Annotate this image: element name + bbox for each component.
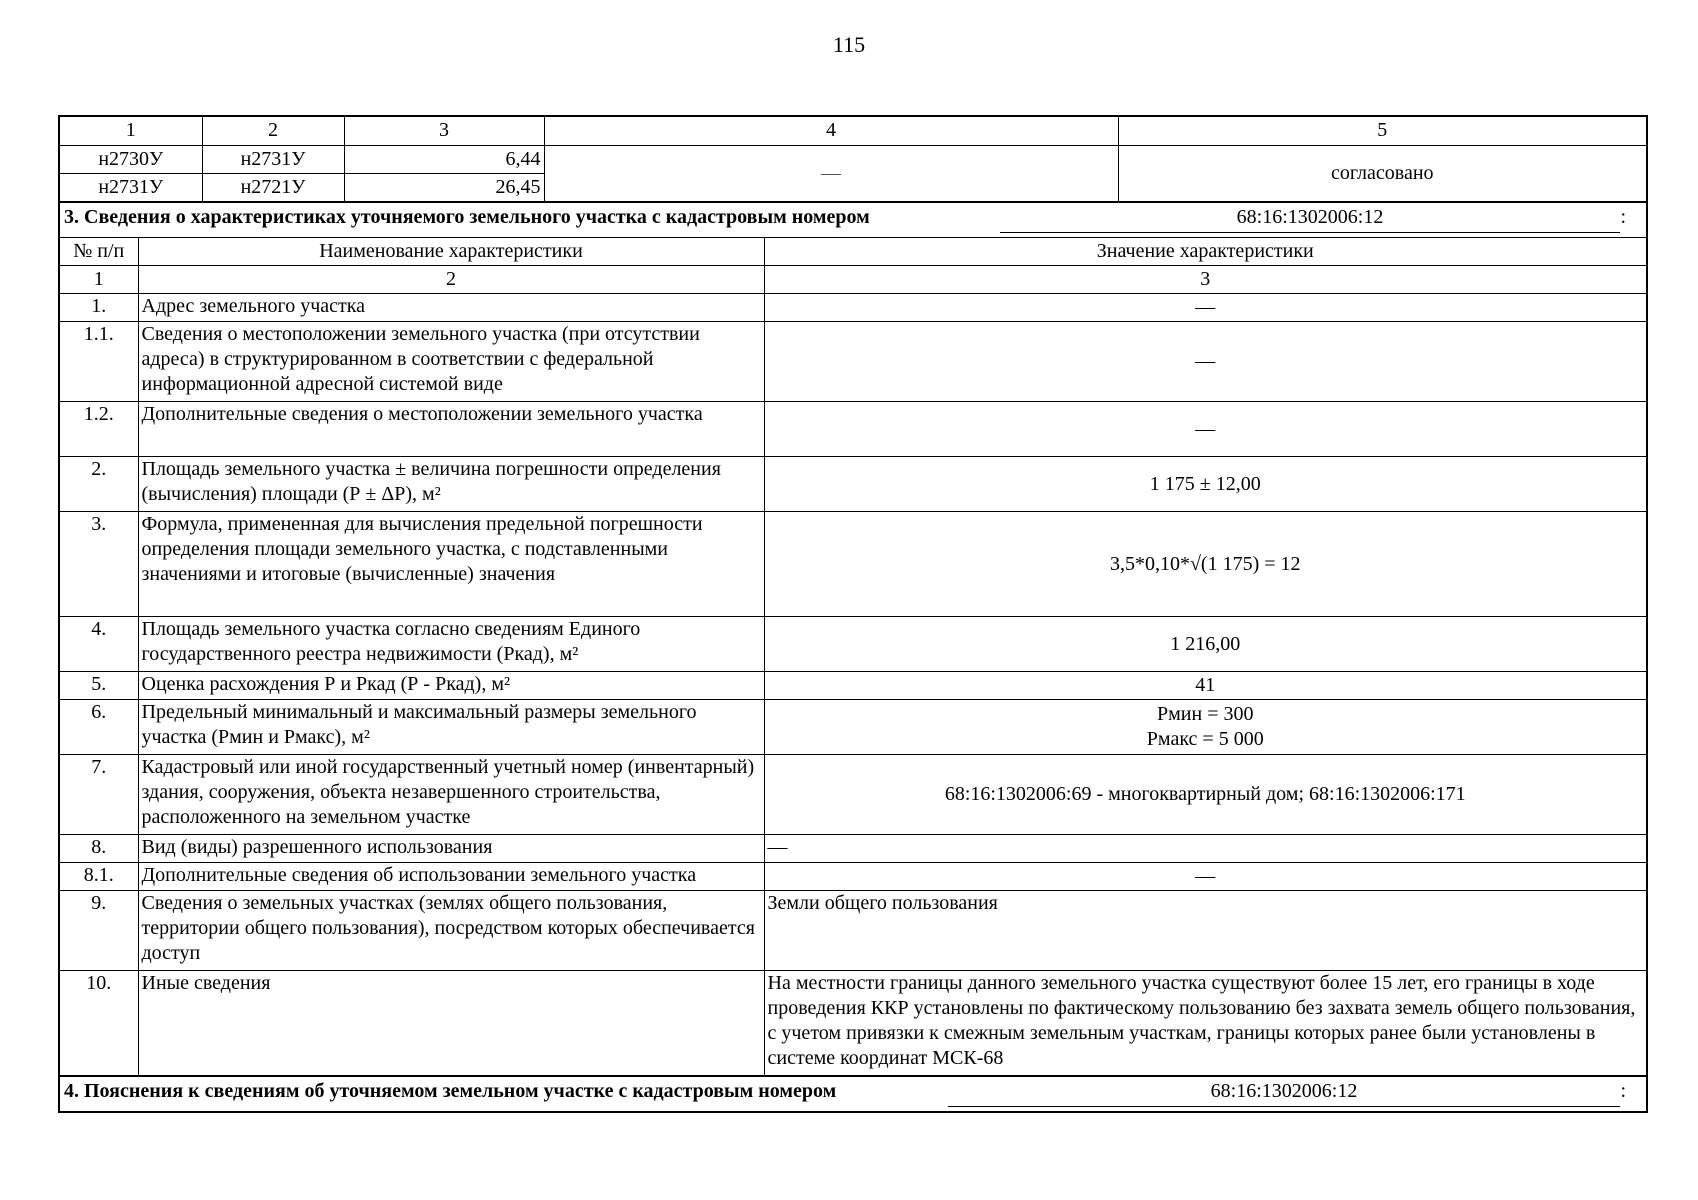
characteristic-name: Дополнительные сведения о местоположении земельного участка [138, 402, 764, 457]
row-number: 8. [60, 835, 138, 863]
characteristic-value: — [764, 835, 1646, 863]
table-row [60, 755, 1646, 835]
row-number: 9. [60, 891, 138, 971]
characteristic-name: Площадь земельного участка согласно сведениям Единого государственного реестра недвижимости (Ркад), м² [138, 617, 764, 672]
agreement-status: согласовано [1118, 145, 1646, 201]
characteristic-value: — [764, 402, 1646, 457]
characteristic-value: 68:16:1302006:69 - многоквартирный дом; 68:16:1302006:171 [764, 755, 1646, 835]
header-cell: Наименование характеристики [138, 238, 764, 266]
header-cell: 2 [202, 117, 344, 145]
section-4-cadastral-number: 68:16:1302006:12 [948, 1080, 1620, 1107]
column-number: 2 [138, 266, 764, 294]
section-4-colon: : [1620, 1080, 1626, 1102]
characteristic-name: Площадь земельного участка ± величина погрешности определения (вычисления) площади (Р ± ΔР), м² [138, 457, 764, 512]
section-3-heading [60, 202, 1646, 238]
characteristic-value: — [764, 322, 1646, 402]
point-to: н2721У [202, 173, 344, 201]
header-cell: 3 [344, 117, 544, 145]
characteristic-name: Оценка расхождения Р и Ркад (Р - Ркад), м² [138, 672, 764, 700]
section-4-title: 4. Пояснения к сведениям об уточняемом земельном участке с кадастровым номером [64, 1080, 837, 1102]
characteristic-name: Дополнительные сведения об использовании земельного участка [138, 863, 764, 891]
characteristic-value: — [764, 863, 1646, 891]
point-to: н2731У [202, 145, 344, 173]
row-number: 5. [60, 672, 138, 700]
table-row [60, 700, 1646, 755]
table-row [60, 835, 1646, 863]
characteristic-value: 41 [764, 672, 1646, 700]
table-row [60, 145, 1646, 173]
characteristic-name: Предельный минимальный и максимальный размеры земельного участка (Рмин и Рмакс), м² [138, 700, 764, 755]
column-number: 3 [764, 266, 1646, 294]
characteristic-name: Вид (виды) разрешенного использования [138, 835, 764, 863]
characteristics-header-row [60, 238, 1646, 266]
row-number: 1. [60, 294, 138, 322]
characteristic-value: 1 175 ± 12,00 [764, 457, 1646, 512]
characteristic-value: На местности границы данного земельного участка существуют более 15 лет, его границы в ходе проведения ККР установлены по фактическому пользованию без захвата земель общего пользования, с учетом привязки к смежным земельным участкам, границы которых ранее были установлены в системе координат МСК-68 [764, 971, 1646, 1076]
characteristic-value: Земли общего пользования [764, 891, 1646, 971]
table-row [60, 322, 1646, 402]
row-number: 10. [60, 971, 138, 1076]
table-row [60, 863, 1646, 891]
table-row [60, 402, 1646, 457]
characteristic-value: — [764, 294, 1646, 322]
row-number: 8.1. [60, 863, 138, 891]
boundary-table [60, 117, 1646, 202]
row-number: 1.1. [60, 322, 138, 402]
row-number: 4. [60, 617, 138, 672]
table-row [60, 617, 1646, 672]
table-row [60, 512, 1646, 617]
characteristics-table [60, 238, 1646, 1077]
header-cell: № п/п [60, 238, 138, 266]
characteristic-name: Формула, примененная для вычисления предельной погрешности определения площади земельного участка, с подставленными значениями и итоговые (вычисленные) значения [138, 512, 764, 617]
characteristic-value [764, 700, 1646, 755]
col4-value: — [544, 145, 1118, 201]
table-row [60, 891, 1646, 971]
row-number: 2. [60, 457, 138, 512]
characteristic-name: Иные сведения [138, 971, 764, 1076]
row-number: 6. [60, 700, 138, 755]
point-from: н2730У [60, 145, 202, 173]
boundary-header-row [60, 117, 1646, 145]
header-cell: 5 [1118, 117, 1646, 145]
characteristic-value: 1 216,00 [764, 617, 1646, 672]
point-from: н2731У [60, 173, 202, 201]
row-number: 3. [60, 512, 138, 617]
characteristic-value: 3,5*0,10*√(1 175) = 12 [764, 512, 1646, 617]
characteristic-name: Кадастровый или иной государственный учетный номер (инвентарный) здания, сооружения, объекта незавершенного строительства, расположенного на земельном участке [138, 755, 764, 835]
segment-length: 6,44 [344, 145, 544, 173]
min-area-value: Рмин = 300 [1157, 703, 1254, 725]
table-row [60, 672, 1646, 700]
page-number: 115 [832, 32, 866, 57]
column-number-row [60, 266, 1646, 294]
column-number: 1 [60, 266, 138, 294]
header-cell: Значение характеристики [764, 238, 1646, 266]
characteristic-name: Сведения о местоположении земельного участка (при отсутствии адреса) в структурированном в соответствии с федеральной информационной адресной системой виде [138, 322, 764, 402]
section-3-title: 3. Сведения о характеристиках уточняемого земельного участка с кадастровым номером [64, 205, 870, 228]
section-3-colon: : [1620, 205, 1626, 228]
max-area-value: Рмакс = 5 000 [1146, 728, 1264, 750]
header-cell: 1 [60, 117, 202, 145]
segment-length: 26,45 [344, 173, 544, 201]
table-row [60, 971, 1646, 1076]
table-row [60, 294, 1646, 322]
row-number: 1.2. [60, 402, 138, 457]
section-4-heading [60, 1076, 1646, 1111]
row-number: 7. [60, 755, 138, 835]
document-table [58, 115, 1648, 1113]
table-row [60, 457, 1646, 512]
characteristic-name: Адрес земельного участка [138, 294, 764, 322]
characteristic-name: Сведения о земельных участках (землях общего пользования, территории общего пользования), посредством которых обеспечивается доступ [138, 891, 764, 971]
header-cell: 4 [544, 117, 1118, 145]
section-3-cadastral-number: 68:16:1302006:12 [1000, 206, 1620, 233]
